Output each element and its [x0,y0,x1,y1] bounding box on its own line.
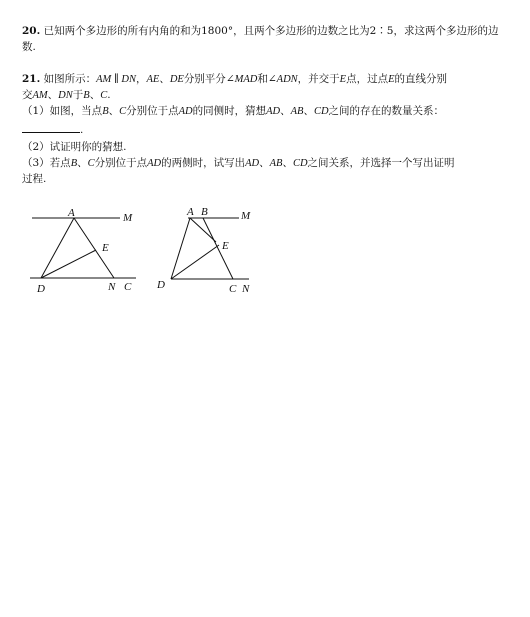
q21-part1-mid2: 的同侧时，猜想 [192,105,267,117]
q21-dn: DN [58,90,73,101]
q21-part1-ad2: AD [266,106,281,117]
q21-part1-end: 之间的存在的数量关系： [328,105,445,117]
q21-and: 和 [257,73,268,85]
label-b: B [201,206,208,218]
q21-part1 [22,104,444,119]
q21-point-e: E [339,74,347,85]
q21-part3-b: B [70,158,78,169]
label-e: E [222,240,229,252]
q21-part1-mid: 分别位于点 [126,105,179,117]
q21-number: 21. [22,73,41,85]
label-a: A [68,207,75,219]
label-d: D [157,279,165,291]
q20-line1 [22,24,498,38]
q21-sep: 、 [77,157,88,169]
q20-line2 [22,40,36,54]
q21-part3-mid: 分别位于点 [94,157,148,169]
q20-number: 20. [22,25,41,37]
q21-meet: ，并交于 [297,73,340,85]
label-n: N [108,281,116,293]
q21-sep: 、 [280,105,291,117]
q21-am: AM [32,90,48,101]
q21-angle-mad: ∠MAD [225,74,258,85]
q21-stem: 如图所示： [43,73,97,85]
label-e: E [102,242,109,254]
q21-part1-ad: AD [178,106,193,117]
q21-intersect: 交 [22,89,33,101]
segment-ad [41,218,74,278]
q21-sep: ， [135,73,147,85]
q21-part3-c: C [87,158,95,169]
segment-ad [171,218,190,279]
q21-de: DE [169,74,184,85]
q21-part3 [22,156,455,171]
q21-through: 点，过点 [346,73,389,85]
q21-part2-text: （2）试证明你的猜想. [22,141,127,153]
q21-b: B [83,90,90,101]
label-a: A [187,206,194,218]
q21-point-e: E [388,74,395,85]
q20-text-line1: 已知两个多边形的所有内角的和为1800°，且两个多边形的边数之比为2∶5，求这两个多边形的边 [43,25,499,37]
q21-sep: 、 [89,89,101,101]
q21-angle-adn: ∠ADN [267,74,298,85]
q21-part3-ad2: AD [245,158,260,169]
q21-part3-ab: AB [269,158,283,169]
label-d: D [37,283,45,295]
q21-part1-ab: AB [290,106,304,117]
segment-ae [190,218,216,242]
q21-bisect: 分别平分 [183,73,226,85]
q21-period: . [107,89,111,101]
q21-part3-cd: CD [292,158,308,169]
segment-de [171,245,219,279]
label-c: C [124,281,132,293]
q21-sep: 、 [159,73,170,85]
answer-blank[interactable] [22,122,80,133]
q21-part1-b: B [102,106,109,117]
label-n: N [242,283,250,295]
figure-2 [155,203,265,298]
q21-sep: 、 [108,105,120,117]
q21-parallel: AM ∥ DN [96,74,136,85]
q21-line-end: 的直线分别 [394,73,448,85]
q21-sep: 、 [282,157,293,169]
q21-line1 [22,72,447,87]
q21-part1-cd: CD [313,106,329,117]
q21-line2 [22,88,111,103]
q21-answer-line [22,122,83,137]
label-m: M [241,210,251,222]
q21-part1-pre: （1）如图，当点 [22,105,103,117]
q21-part1-c: C [119,106,127,117]
answer-blank-period: . [80,124,84,136]
label-m: M [123,212,133,224]
q20-text-line2: 数. [22,41,36,53]
q21-part3-line2 [22,172,46,186]
label-c: C [229,283,237,295]
q21-sep: 、 [259,157,270,169]
q21-c: C [100,90,108,101]
q21-part2 [22,140,127,154]
q21-part3-pre: （3）若点 [22,157,71,169]
q21-part3-ad: AD [147,158,162,169]
q21-ae: AE [146,74,160,85]
q21-sep: 、 [303,105,314,117]
q21-sep: 、 [47,89,59,101]
figure-1 [28,205,168,295]
q21-at: 于 [72,89,84,101]
q21-part3-end: 之间关系，并选择一个写出证明 [307,157,455,169]
q21-part3-text2: 过程. [22,173,47,185]
q21-part3-mid2: 的两侧时，试写出 [161,157,246,169]
